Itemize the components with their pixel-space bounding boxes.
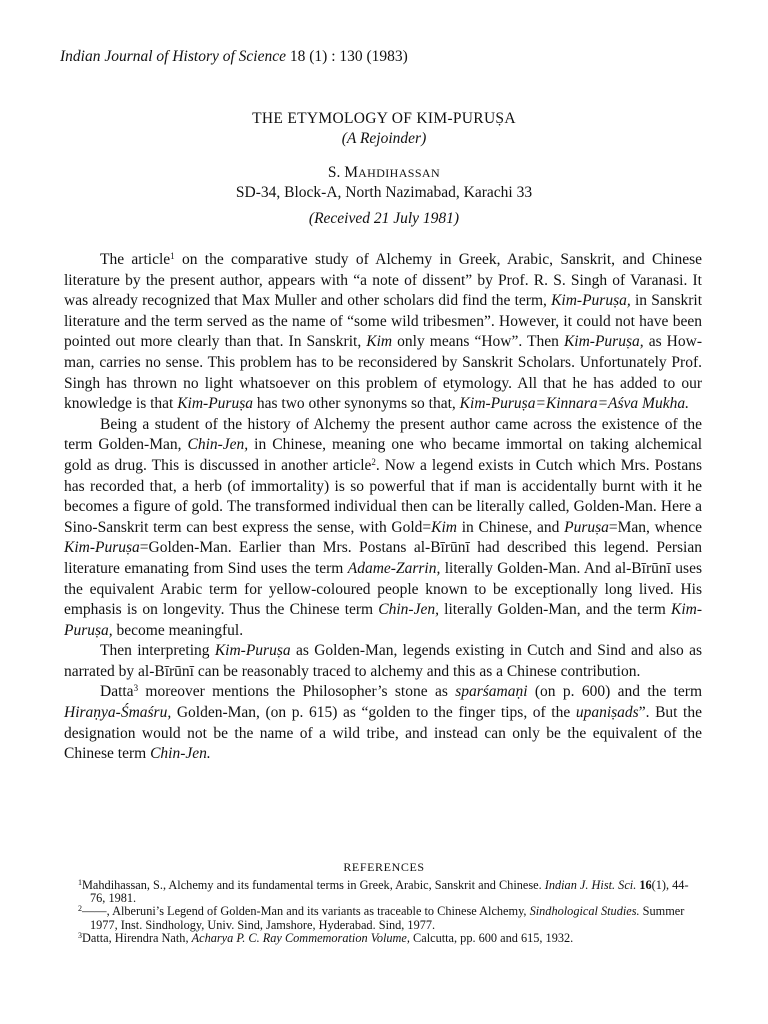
synonyms-equation: Kim-Puruṣa=Kinnara=Aśva Mukha. [459, 395, 689, 413]
term-kim-purusa: Kim-Puruṣa [64, 539, 140, 557]
term-chin-jen: Chin-Jen, [378, 601, 439, 619]
term-kim: Kim [366, 333, 393, 351]
term-kim-purusa: Kim-Puruṣa [214, 642, 291, 660]
term-adame-zarrin: Adame-Zarrin, [347, 559, 441, 577]
term-upanisads: upaniṣads [575, 704, 639, 722]
author-address: SD-34, Block-A, North Nazimabad, Karachi 33 [235, 184, 533, 201]
term-kim-purusa: Kim-Puruṣa [177, 395, 254, 413]
footnote-marker: 1 [170, 251, 175, 261]
article-title: THE ETYMOLOGY OF KIM-PURUṢA [252, 110, 516, 127]
term-purusa: Puruṣa [564, 518, 609, 536]
reference-item: $^2$——, Alberuni’s Legend of Golden-Man and its variants as traceable to Chinese Alchemy, Sindhological Studies. Summer 1977, Inst. Sindhology, Univ. Sind, Jamshore, Hyderabad. Sind, 1977. [78, 904, 685, 932]
paragraph-2: Being a student of the history of Alchemy the present author came across the existence of the term Golden-Man, Chin-Jen, in Chinese, meaning one who became immortal on taking alchemical gold as drug. This is discussed in another article$^2$. Now a legend exists in Cutch which Mrs. Postans has recorded that, a herb (of immortality) is so powerful that if man is accidentally burnt with it he becomes a figure of gold. The transformed individual then can be literally called, Golden-Man. Here a Sino-Sanskrit term can best express the sense, with Gold=Kim in Chinese, and Puruṣa=Man, whence Kim-Puruṣa=Golden-Man. Earlier than Mrs. Postans al-Bīrūnī had described this legend. Persian literature emanating from Sind uses the term Adame-Zarrin, literally Golden-Man. And al-Bīrūnī uses the equivalent Arabic term for yellow-coloured people known to be exceptionally long lived. His emphasis is on longevity. Thus the Chinese term Chin-Jen, literally Golden-Man, and the term Kim-Puruṣa, become meaningful. [64, 415, 703, 639]
paragraph-3: Then interpreting Kim-Puruṣa as Golden-Man, legends existing in Cutch and Sind and also as narrated by al-Bīrūnī can be reasonably traced to alchemy and this as a Chinese contribution. [64, 642, 702, 680]
paragraph-4: Datta$^3$ moreover mentions the Philosopher’s stone as sparśamaṇi (on p. 600) and the term Hiraṇya-Śmaśru, Golden-Man, (on p. 615) as “golden to the finger tips, of the upaniṣads”. But the designation would not be the name of a wild tribe, and instead can only be the equivalent of the Chinese term Chin-Jen. [64, 683, 702, 763]
references-heading: REFERENCES [343, 860, 425, 874]
footnote-marker: 2 [371, 456, 376, 467]
article-body [64, 250, 702, 765]
reference-item: $^1$Mahdihassan, S., Alchemy and its fundamental terms in Greek, Arabic, Sanskrit and Chinese. Indian J. Hist. Sci. 16(1), 44-76, 1981. [78, 878, 689, 906]
term-chin-jen: Chin-Jen. [150, 745, 211, 763]
term-chin-jen: Chin-Jen, [187, 436, 249, 454]
reference-item: $^3$Datta, Hirendra Nath, Acharya P. C. Ray Commemoration Volume, Calcutta, pp. 600 and 615, 1932. [78, 930, 574, 945]
term-hiranya-smasru: Hiraṇya-Śmaśru, [64, 704, 172, 722]
term-sparsamani: sparśamaṇi [455, 683, 528, 701]
author-initial: S. M [327, 164, 359, 181]
author-surname: AHDIHASSAN [358, 166, 441, 180]
journal-name: Indian Journal of History of Science [60, 48, 286, 65]
author-name [64, 164, 704, 182]
term-kim-purusa: Kim-Puruṣa, [563, 333, 644, 351]
paragraph-1: The article$^1$ on the comparative study of Alchemy in Greek, Arabic, Sanskrit, and Chinese literature by the present author, appears with “a note of dissent” by Prof. R. S. Singh of Varanasi. It was already recognized that Max Muller and other scholars did find the term, Kim-Puruṣa, in Sanskrit literature and the term served as the name of “some wild tribesmen”. However, it could not have been pointed out more clearly than that. In Sanskrit, Kim only means “How”. Then Kim-Puruṣa, as How-man, carries no sense. This problem has to be reconsidered by Sanskrit Scholars. Unfortunately Prof. Singh has thrown no light whatsoever on this problem of etymology. All that he has added to our knowledge is that Kim-Puruṣa has two other synonyms so that, Kim-Puruṣa=Kinnara=Aśva Mukha. [64, 251, 703, 413]
footnote-marker: 3 [133, 683, 139, 694]
article-subtitle: (A Rejoinder) [341, 130, 427, 147]
journal-header [60, 48, 408, 66]
term-kim-purusa: Kim-Puruṣa, [551, 292, 631, 310]
term-kim-purusa: Kim-Puruṣa, [64, 601, 702, 639]
references-list [78, 879, 698, 945]
received-date: (Received 21 July 1981) [308, 210, 460, 227]
term-kim: Kim [431, 518, 457, 536]
journal-citation: 18 (1) : 130 (1983) [289, 48, 408, 65]
